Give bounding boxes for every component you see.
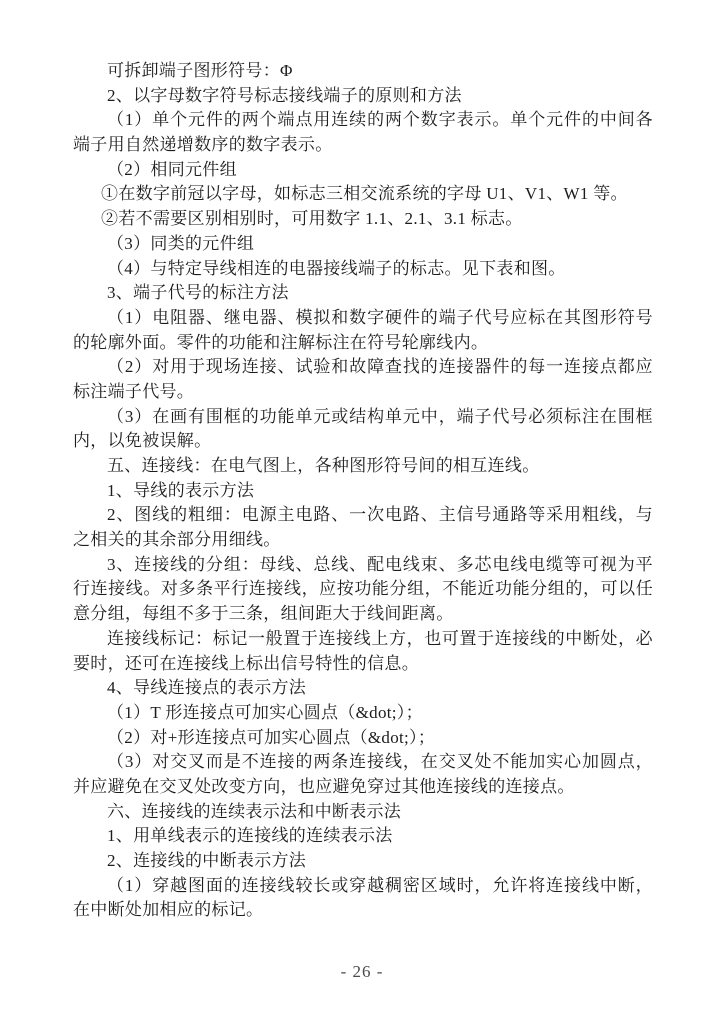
- text-line: 内，以免被误解。: [73, 431, 212, 451]
- text-line: 端子用自然递增数序的数字表示。: [73, 135, 333, 155]
- text-line: （3）在画有围框的功能单元或结构单元中，端子代号必须标注在围框: [107, 406, 653, 426]
- text-line: 可拆卸端子图形符号：Φ: [107, 61, 293, 80]
- text-line: 2、以字母数字符号标志接线端子的原则和方法: [107, 85, 462, 105]
- text-line: 4、导线连接点的表示方法: [107, 678, 307, 698]
- text-line: 连接线标记：标记一般置于连接线上方，也可置于连接线的中断处，必: [107, 628, 653, 648]
- text-line: （2）对+形连接点可加实心圆点（&dot;）；: [107, 727, 436, 747]
- text-line: 2、图线的粗细：电源主电路、一次电路、主信号通路等采用粗线，与: [107, 505, 653, 525]
- text-line: （1）电阻器、继电器、模拟和数字硬件的端子代号应标在其图形符号: [107, 307, 653, 327]
- text-line: （4）与特定导线相连的电器接线端子的标志。见下表和图。: [107, 258, 566, 278]
- text-line: 2、连接线的中断表示方法: [107, 851, 307, 870]
- text-line: 标注端子代号。: [73, 381, 195, 401]
- text-line: ①在数字前冠以字母，如标志三相交流系统的字母 U1、V1、W1 等。: [101, 184, 628, 204]
- text-line: （2）对用于现场连接、试验和故障查找的连接器件的每一连接点都应: [107, 357, 653, 377]
- text-line: 五、连接线：在电气图上，各种图形符号间的相互连线。: [107, 456, 540, 475]
- text-line: 意分组，每组不多于三条，组间距大于线间距离。: [73, 604, 454, 624]
- text-line: 的轮廓外面。零件的功能和注解标注在符号轮廓线内。: [73, 332, 489, 352]
- text-line: （1）单个元件的两个端点用连续的两个数字表示。单个元件的中间各: [107, 110, 653, 130]
- text-line: （1）T 形连接点可加实心圆点（&dot;）；: [107, 702, 423, 722]
- text-line: ②若不需要区别相别时，可用数字 1.1、2.1、3.1 标志。: [101, 209, 523, 229]
- text-line: 行连接线。对多条平行连接线，应按功能分组，不能近功能分组的，可以任: [73, 579, 653, 599]
- document-body: [73, 59, 653, 923]
- text-line: （2）相同元件组: [107, 159, 237, 179]
- text-line: 要时，还可在连接线上标出信号特性的信息。: [73, 653, 419, 673]
- page-number: - 26 -: [340, 962, 384, 981]
- text-line: 在中断处加相应的标记。: [73, 900, 264, 920]
- text-line: 1、用单线表示的连接线的连续表示法: [107, 826, 393, 846]
- text-line: （1）穿越图面的连接线较长或穿越稠密区域时，允许将连接线中断，: [107, 875, 653, 895]
- text-line: （3）对交叉而是不连接的两条连接线，在交叉处不能加实心加圆点，: [107, 752, 653, 772]
- text-line: 3、连接线的分组：母线、总线、配电线束、多芯电线电缆等可视为平: [107, 554, 653, 574]
- text-line: 之相关的其余部分用细线。: [73, 530, 281, 550]
- text-line: 并应避免在交叉处改变方向，也应避免穿过其他连接线的连接点。: [73, 776, 575, 796]
- text-line: 六、连接线的连续表示法和中断表示法: [107, 801, 402, 821]
- text-line: （3）同类的元件组: [107, 233, 255, 253]
- text-line: 3、端子代号的标注方法: [107, 283, 289, 303]
- text-line: 1、导线的表示方法: [107, 480, 255, 500]
